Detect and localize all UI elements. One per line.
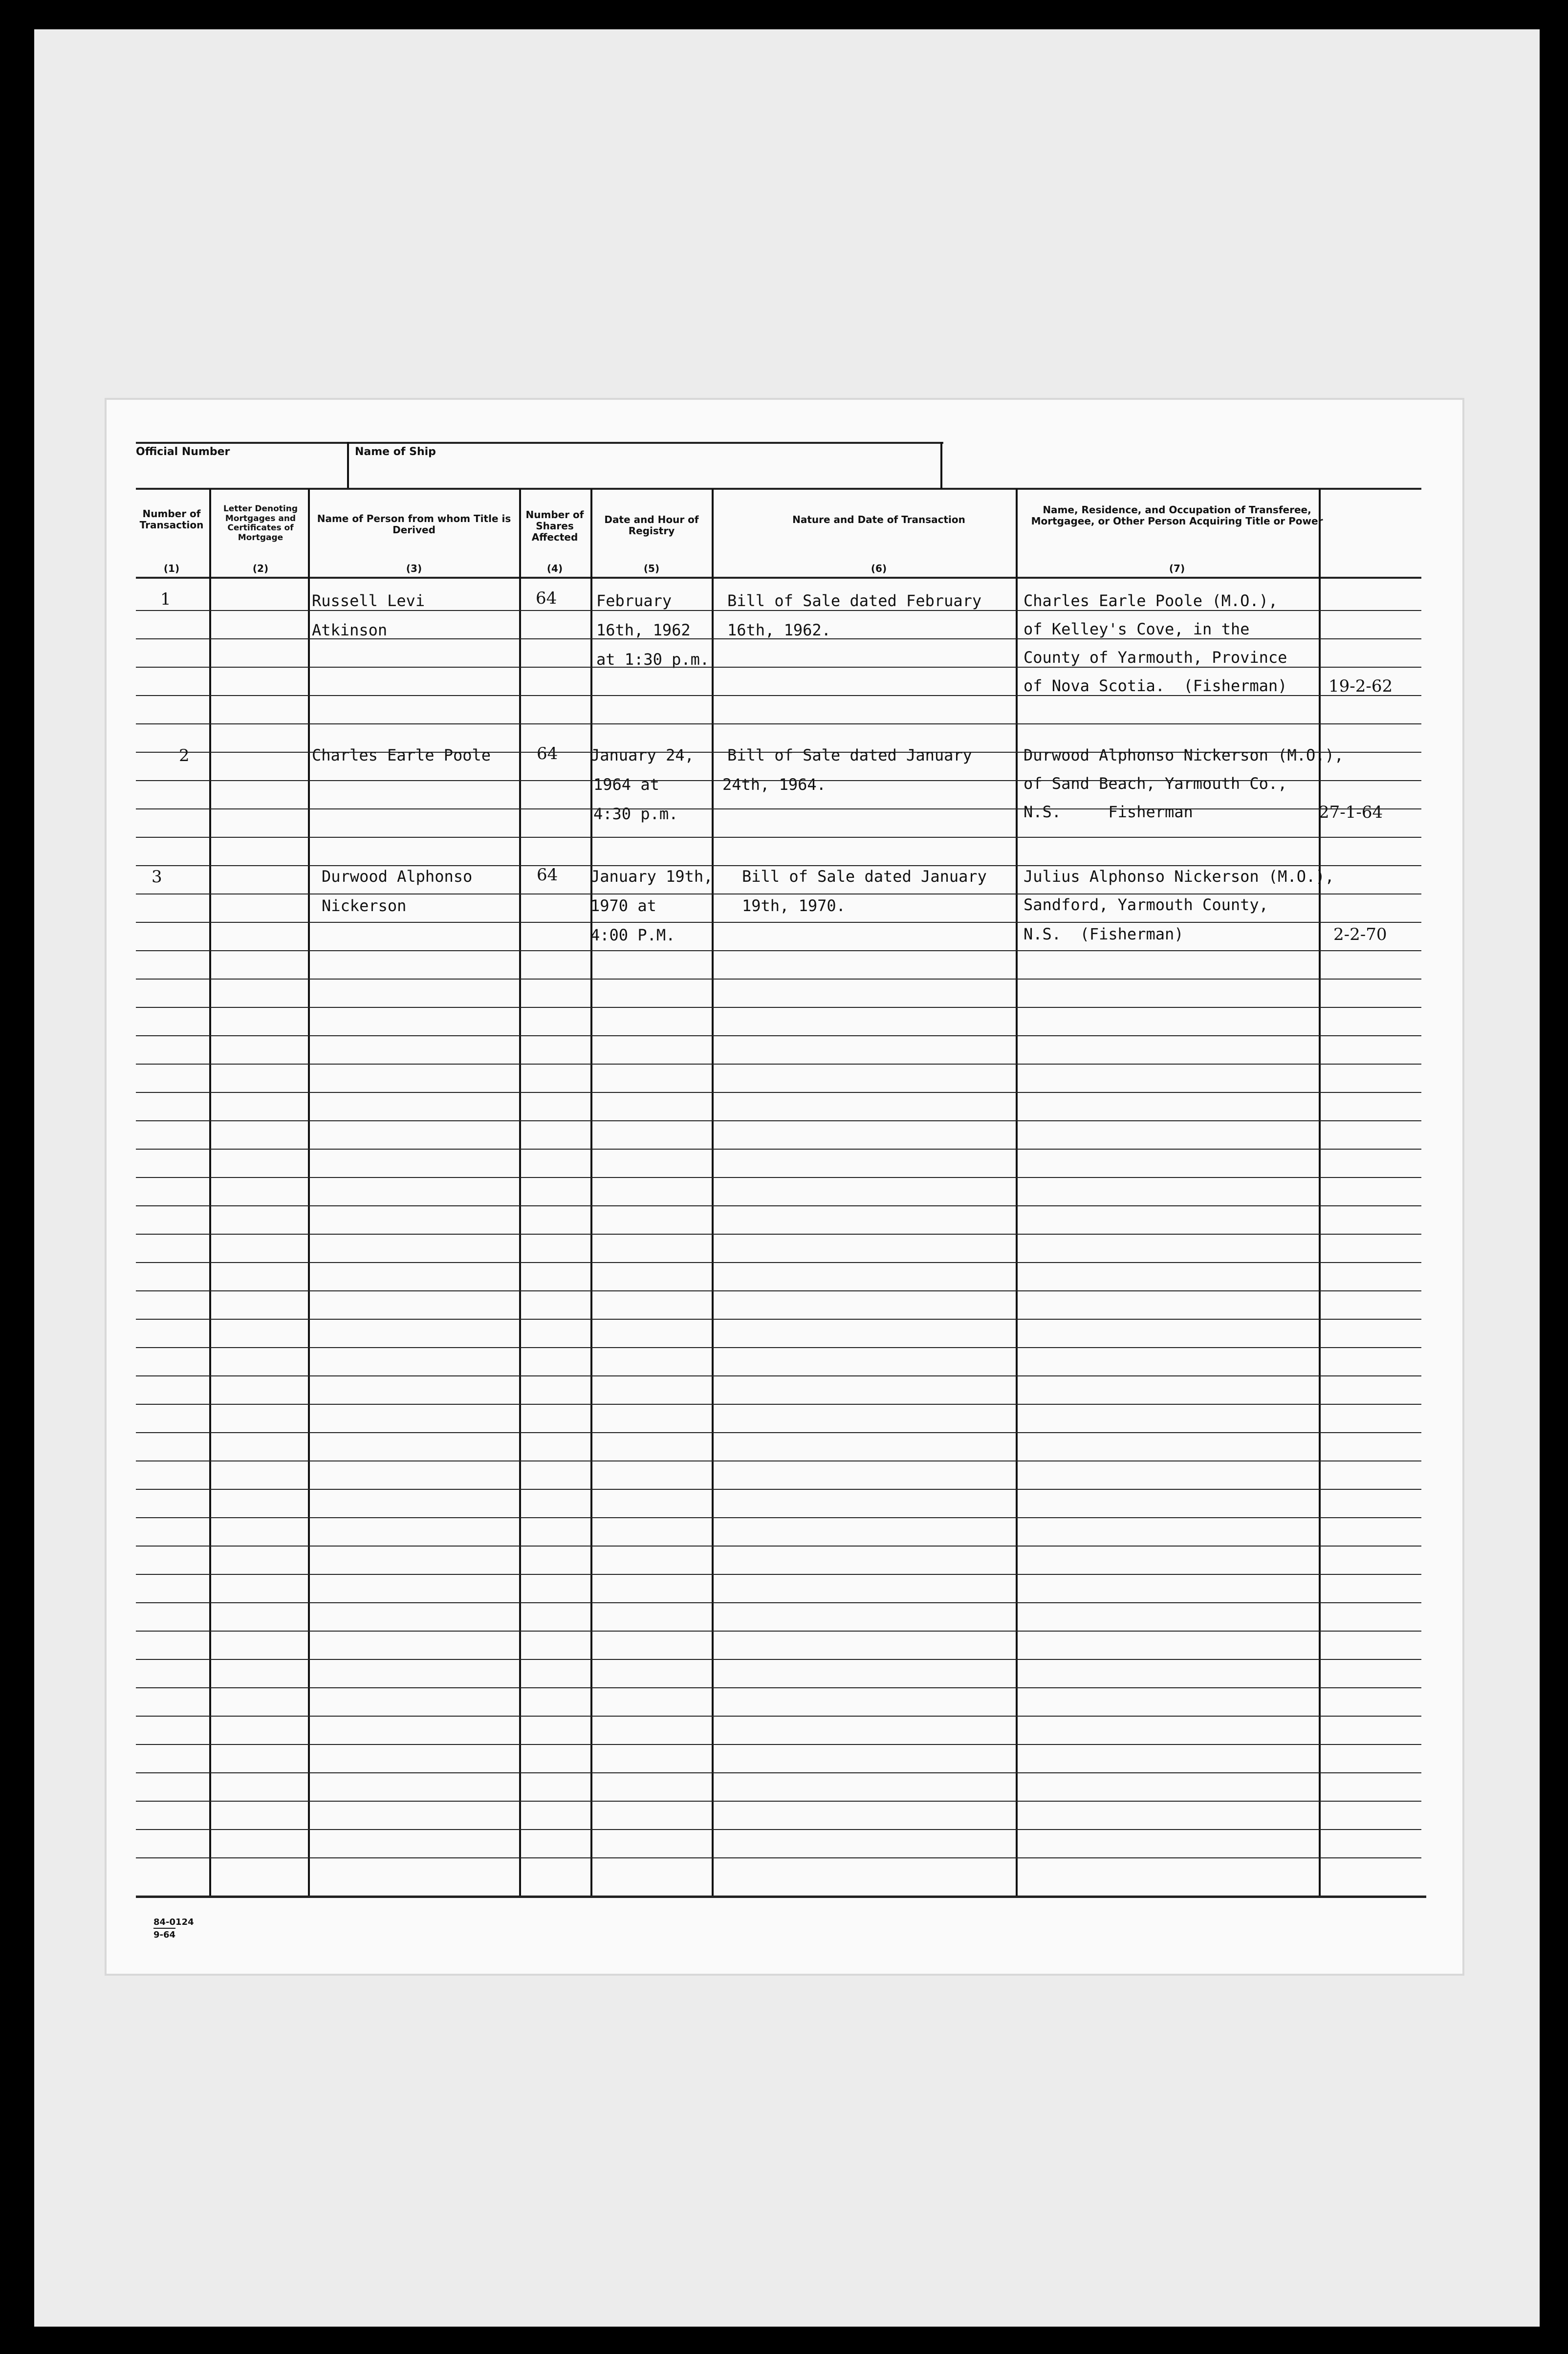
ruled-line <box>136 667 1421 668</box>
ruled-line <box>136 1290 1421 1291</box>
entry-2-registry-line-3: 4:30 p.m. <box>593 805 678 823</box>
entry-1-nature-line-1: Bill of Sale dated February <box>727 591 982 610</box>
ruled-line <box>136 1064 1421 1065</box>
entry-1-transferee-line-1: Charles Earle Poole (M.O.), <box>1024 591 1278 610</box>
ruled-line <box>136 1262 1421 1263</box>
entry-3-margin-date: 2-2-70 <box>1333 925 1387 944</box>
ruled-line <box>136 780 1421 781</box>
entry-3-from-line-2: Nickerson <box>322 896 407 915</box>
ruled-line <box>136 1829 1421 1830</box>
ruled-line <box>136 695 1421 696</box>
entry-1-number: 1 <box>160 589 171 609</box>
entry-2-number: 2 <box>179 746 190 765</box>
ruled-line <box>136 865 1421 866</box>
header-box-right <box>940 442 942 489</box>
col-6-number: (6) <box>871 563 887 574</box>
entry-1-registry-line-3: at 1:30 p.m. <box>596 650 710 669</box>
column-divider-7 <box>1319 489 1321 1896</box>
entry-1-shares: 64 <box>536 588 557 608</box>
ruled-line <box>136 1489 1421 1490</box>
ruled-line <box>136 1659 1421 1660</box>
entry-3-nature-line-2: 19th, 1970. <box>742 896 846 915</box>
ruled-line <box>136 950 1421 951</box>
entry-3-transferee-line-3: N.S. (Fisherman) <box>1024 925 1184 943</box>
column-divider-1 <box>209 489 211 1896</box>
col-1-number: (1) <box>163 563 180 574</box>
entry-2-nature-line-2: 24th, 1964. <box>722 775 826 794</box>
entry-1-margin-date: 19-2-62 <box>1328 676 1393 696</box>
entry-2-registry-line-1: January 24, <box>590 746 694 764</box>
ruled-line <box>136 1631 1421 1632</box>
entry-2-transferee-line-1: Durwood Alphonso Nickerson (M.O.), <box>1024 746 1344 764</box>
ruled-line <box>136 1744 1421 1745</box>
col-4-number: (4) <box>546 563 563 574</box>
ruled-line <box>136 808 1421 809</box>
entry-1-from-line-2: Atkinson <box>312 621 388 639</box>
entry-3-registry-line-1: January 19th, <box>590 867 713 886</box>
official-number-label: Official Number <box>136 446 230 458</box>
entry-1-transferee-line-2: of Kelley's Cove, in the <box>1024 620 1250 638</box>
form-bottom-rule <box>136 1896 1426 1898</box>
entry-3-transferee-line-1: Julius Alphonso Nickerson (M.O.), <box>1024 867 1334 886</box>
entry-2-nature-line-1: Bill of Sale dated January <box>727 746 972 764</box>
ruled-line <box>136 723 1421 724</box>
name-of-ship-label: Name of Ship <box>355 446 436 458</box>
ruled-line <box>136 1347 1421 1348</box>
column-divider-6 <box>1016 489 1018 1896</box>
ruled-line <box>136 1177 1421 1178</box>
ruled-line <box>136 922 1421 923</box>
ruled-line <box>136 1716 1421 1717</box>
ruled-line <box>136 638 1421 639</box>
col-2-title: Letter Denoting Mortgages and Certificates of Mortgage <box>223 504 298 543</box>
entry-3-number: 3 <box>152 867 162 887</box>
column-divider-3 <box>519 489 521 1896</box>
col-4-title: Number of Shares Affected <box>525 509 584 543</box>
entry-3-registry-line-3: 4:00 P.M. <box>590 926 675 944</box>
ruled-line <box>136 1574 1421 1575</box>
ruled-line <box>136 837 1421 838</box>
ship-registry-page <box>107 400 1462 1974</box>
entry-1-registry-line-1: February <box>596 591 672 610</box>
ruled-line <box>136 1092 1421 1093</box>
col-5-number: (5) <box>643 563 660 574</box>
entry-2-transferee-line-3: N.S. Fisherman <box>1024 803 1193 821</box>
col-3-number: (3) <box>406 563 422 574</box>
entry-1-transferee-line-4: of Nova Scotia. (Fisherman) <box>1024 676 1287 695</box>
ruled-line <box>136 1772 1421 1773</box>
entry-2-from-line-1: Charles Earle Poole <box>312 746 491 764</box>
form-number <box>153 1917 194 1940</box>
ruled-line <box>136 1149 1421 1150</box>
column-divider-2 <box>308 489 310 1896</box>
col-2-number: (2) <box>252 563 269 574</box>
ruled-line <box>136 1602 1421 1603</box>
ruled-line <box>136 1801 1421 1802</box>
column-divider-5 <box>712 489 714 1896</box>
entry-1-from-line-1: Russell Levi <box>312 591 425 610</box>
column-header-rule <box>136 577 1421 579</box>
header-top-rule <box>136 442 943 444</box>
ruled-line <box>136 1460 1421 1461</box>
ruled-line <box>136 1120 1421 1121</box>
entry-2-registry-line-2: 1964 at <box>593 775 659 794</box>
ruled-line <box>136 1857 1421 1858</box>
ruled-line <box>136 1234 1421 1235</box>
ruled-line <box>136 979 1421 980</box>
entry-3-transferee-line-2: Sandford, Yarmouth County, <box>1024 895 1268 914</box>
ruled-line <box>136 1517 1421 1518</box>
entry-1-transferee-line-3: County of Yarmouth, Province <box>1024 648 1287 667</box>
entry-2-shares: 64 <box>537 744 558 763</box>
ruled-line <box>136 1546 1421 1547</box>
ruled-line <box>136 1007 1421 1008</box>
form-number-code: 84-0124 <box>153 1917 194 1927</box>
entry-3-shares: 64 <box>537 865 558 885</box>
entry-1-registry-line-2: 16th, 1962 <box>596 621 691 639</box>
ruled-line <box>136 610 1421 611</box>
col-5-title: Date and Hour of Registry <box>604 514 699 537</box>
ruled-line <box>136 1687 1421 1688</box>
column-divider-4 <box>590 489 592 1896</box>
form-number-date: 9-64 <box>153 1928 175 1940</box>
col-1-title: Number of Transaction <box>139 508 204 531</box>
ruled-line <box>136 1319 1421 1320</box>
ruled-line <box>136 752 1421 753</box>
col-7-title: Name, Residence, and Occupation of Transferee, Mortgagee, or Other Person Acquiring Title or Power <box>1031 504 1323 527</box>
entry-3-from-line-1: Durwood Alphonso <box>322 867 473 886</box>
col-3-title: Name of Person from whom Title is Derived <box>317 513 511 536</box>
registry-form <box>107 400 1462 1974</box>
ruled-line <box>136 1404 1421 1405</box>
entry-2-transferee-line-2: of Sand Beach, Yarmouth Co., <box>1024 774 1287 793</box>
entry-1-nature-line-2: 16th, 1962. <box>727 621 831 639</box>
ruled-line <box>136 1432 1421 1433</box>
ruled-line <box>136 1035 1421 1036</box>
ruled-line <box>136 1375 1421 1376</box>
ruled-line <box>136 1205 1421 1206</box>
entry-2-margin-date: 27-1-64 <box>1319 803 1383 822</box>
entry-3-registry-line-2: 1970 at <box>590 896 656 915</box>
header-bottom-rule <box>136 488 1421 490</box>
col-6-title: Nature and Date of Transaction <box>792 514 965 525</box>
col-7-number: (7) <box>1169 563 1185 574</box>
header-box-divider <box>347 442 349 488</box>
entry-3-nature-line-1: Bill of Sale dated January <box>742 867 987 886</box>
